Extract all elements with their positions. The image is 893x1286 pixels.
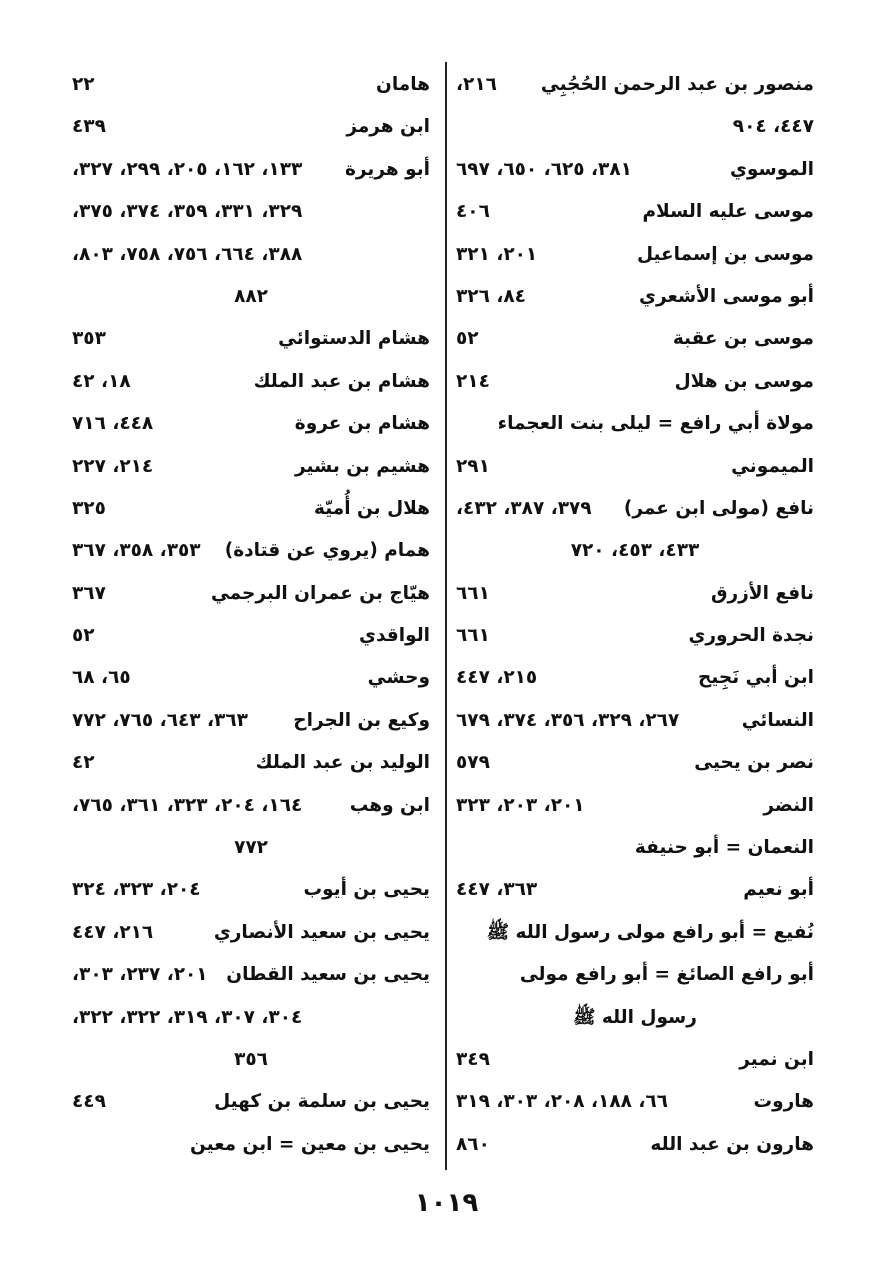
entry-name: منصور بن عبد الرحمن الحُجُبِي	[540, 74, 814, 95]
entry-name: يحيى بن سعيد القطان	[226, 964, 430, 986]
entry-page-refs: ٣٠٤، ٣٠٧، ٣١٩، ٣٢٢، ٣٢٢،	[72, 1006, 303, 1028]
entry-page-refs: ٣٦٣، ٤٤٧	[456, 879, 538, 901]
index-entry	[456, 997, 814, 1039]
entry-name: همام (يروي عن قتادة)	[224, 540, 430, 562]
entry-page-refs: ٣٤٩	[456, 1048, 490, 1070]
index-entry	[456, 954, 814, 996]
entry-name: هامان	[376, 74, 430, 95]
index-entry	[456, 742, 814, 784]
entry-name: مولاة أبي رافع = ليلى بنت العجماء	[497, 413, 814, 435]
entry-page-refs: ٣٥٦	[234, 1048, 268, 1070]
index-entry	[72, 488, 430, 530]
entry-name: هشام بن عبد الملك	[253, 370, 430, 392]
entry-name: نافع (مولى ابن عمر)	[623, 497, 814, 519]
entry-page-refs: ٥٧٩	[456, 752, 490, 774]
entry-name: هشيم بن بشير	[294, 455, 430, 477]
index-entry	[72, 827, 430, 869]
index-entry	[456, 912, 814, 954]
entry-page-refs: ٣٢٩، ٣٣١، ٣٥٩، ٣٧٤، ٣٧٥،	[72, 201, 303, 223]
entry-name: أبو رافع الصائغ = أبو رافع مولى	[519, 964, 814, 986]
entry-name: الواقدي	[359, 625, 430, 647]
index-entry	[72, 191, 430, 233]
index-entry	[456, 785, 814, 827]
index-entry	[456, 827, 814, 869]
entry-page-refs: ٦٦، ١٨٨، ٢٠٨، ٣٠٣، ٣١٩	[456, 1091, 668, 1113]
entry-name: يحيى بن معين = ابن معين	[190, 1133, 430, 1155]
entry-name: ابن نمير	[739, 1048, 814, 1070]
entry-page-refs: ٢٠١، ٢٠٣، ٣٢٣	[456, 794, 585, 816]
index-entry	[72, 912, 430, 954]
index-entry	[456, 869, 814, 911]
entry-name: هلال بن أُميّة	[314, 497, 430, 519]
entry-name: نُفيع = أبو رافع مولى رسول الله ﷺ	[486, 921, 814, 943]
entry-page-refs: ٣٥٣	[72, 328, 106, 350]
index-entry	[456, 318, 814, 360]
index-entry	[72, 530, 430, 572]
page-number: ١٠١٩	[414, 1188, 479, 1218]
entry-page-refs: ٣٦٣، ٦٤٣، ٧٦٥، ٧٧٢	[72, 709, 248, 731]
entry-name: ابن وهب	[349, 794, 430, 816]
entry-page-refs: ٢٠٤، ٣٢٣، ٣٢٤	[72, 879, 201, 901]
entry-name: نصر بن يحيى	[694, 752, 814, 774]
index-entry	[72, 106, 430, 148]
entry-name: موسى بن هلال	[674, 370, 814, 392]
index-entry	[456, 149, 814, 191]
entry-page-refs: ٢٠١، ٣٢١	[456, 243, 538, 265]
index-entry	[456, 446, 814, 488]
entry-name: النسائي	[741, 709, 814, 731]
index-entry	[72, 869, 430, 911]
entry-page-refs: ٤٤٧، ٩٠٤	[732, 116, 814, 138]
entry-name: الميموني	[731, 455, 814, 477]
column-divider	[445, 62, 447, 1170]
index-entry	[72, 318, 430, 360]
entry-page-refs: ٢١٤	[456, 370, 490, 392]
entry-page-refs: ١٦٤، ٢٠٤، ٣٢٣، ٣٦١، ٧٦٥،	[72, 794, 303, 816]
index-entry	[456, 403, 814, 445]
entry-page-refs: ٢٩١	[456, 455, 490, 477]
entry-page-refs: ٢١٥، ٤٤٧	[456, 667, 538, 689]
entry-name: الموسوي	[729, 158, 814, 180]
entry-page-refs: ٦٥، ٦٨	[72, 667, 131, 689]
index-entry	[72, 954, 430, 996]
index-entry	[456, 106, 814, 148]
entry-page-refs: ٣٧٩، ٣٨٧، ٤٣٢،	[456, 497, 592, 519]
index-entry	[72, 149, 430, 191]
entry-name: يحيى بن سلمة بن كهيل	[214, 1091, 430, 1113]
entry-name: نجدة الحروري	[688, 625, 814, 647]
index-column-left	[72, 64, 430, 1166]
index-entry	[456, 573, 814, 615]
entry-page-refs: ٣٦٧	[72, 582, 106, 604]
index-entry	[456, 361, 814, 403]
entry-name: هشام الدستوائي	[278, 328, 430, 350]
index-entry	[456, 1124, 814, 1166]
entry-page-refs: ٢٢	[72, 74, 95, 95]
index-entry	[456, 615, 814, 657]
index-entry	[72, 1081, 430, 1123]
index-entry	[72, 1124, 430, 1166]
index-entry	[72, 446, 430, 488]
entry-page-refs: ٤٤٨، ٧١٦	[72, 413, 154, 435]
entry-page-refs: ١٨، ٤٢	[72, 370, 131, 392]
entry-name: هشام بن عروة	[294, 413, 430, 435]
entry-page-refs: ٤٣٩	[72, 116, 106, 138]
entry-page-refs: ٣٥٣، ٣٥٨، ٣٦٧	[72, 540, 201, 562]
entry-name: ابن هرمز	[346, 116, 430, 138]
entry-name: يحيى بن سعيد الأنصاري	[213, 921, 430, 943]
index-entry	[456, 191, 814, 233]
entry-page-refs: ٦٦١	[456, 625, 490, 647]
index-entry	[72, 361, 430, 403]
index-entry	[456, 234, 814, 276]
entry-name: أبو نعيم	[743, 879, 814, 901]
index-entry	[72, 234, 430, 276]
entry-name: النضر	[763, 794, 814, 816]
entry-page-refs: ٨٨٢	[234, 285, 268, 307]
entry-page-refs: رسول الله ﷺ	[573, 1006, 697, 1028]
entry-name: يحيى بن أيوب	[303, 879, 430, 901]
entry-page-refs: ٥٢	[72, 625, 95, 647]
entry-page-refs: ٦٦١	[456, 582, 490, 604]
index-entry	[456, 64, 814, 106]
entry-name: هيّاج بن عمران البرجمي	[210, 582, 430, 604]
entry-page-refs: ٢٦٧، ٣٢٩، ٣٥٦، ٣٧٤، ٦٧٩	[456, 709, 680, 731]
index-entry	[456, 1039, 814, 1081]
entry-page-refs: ٧٧٢	[234, 837, 268, 859]
index-entry	[456, 530, 814, 572]
entry-page-refs: ٨٦٠	[456, 1133, 490, 1155]
entry-page-refs: ٣٨٨، ٦٦٤، ٧٥٦، ٧٥٨، ٨٠٣،	[72, 243, 303, 265]
index-column-right	[456, 64, 814, 1166]
entry-page-refs: ٥٢	[456, 328, 479, 350]
entry-page-refs: ٢٠١، ٢٣٧، ٣٠٣،	[72, 964, 208, 986]
entry-name: وحشي	[367, 667, 430, 689]
entry-name: أبو موسى الأشعري	[639, 285, 814, 307]
index-entry	[72, 657, 430, 699]
index-entry	[72, 64, 430, 106]
entry-name: موسى بن إسماعيل	[636, 243, 814, 265]
entry-name: الوليد بن عبد الملك	[255, 752, 430, 774]
entry-name: ابن أبي نَجِيح	[698, 667, 814, 689]
index-entry	[72, 1039, 430, 1081]
index-entry	[456, 1081, 814, 1123]
entry-name: هارون بن عبد الله	[650, 1133, 814, 1155]
index-entry	[456, 700, 814, 742]
entry-name: موسى عليه السلام	[642, 201, 814, 223]
index-entry	[456, 657, 814, 699]
entry-name: أبو هريرة	[344, 158, 430, 180]
entry-page-refs: ٤٣٣، ٤٥٣، ٧٢٠	[570, 540, 700, 562]
entry-name: وكيع بن الجراح	[293, 709, 430, 731]
index-entry	[72, 742, 430, 784]
index-entry	[72, 997, 430, 1039]
index-entry	[72, 785, 430, 827]
entry-name: النعمان = أبو حنيفة	[634, 837, 814, 859]
entry-page-refs: ٤٤٩	[72, 1091, 106, 1113]
entry-page-refs: ١٣٣، ١٦٢، ٢٠٥، ٢٩٩، ٣٢٧،	[72, 158, 303, 180]
index-entry	[456, 488, 814, 530]
index-entry	[456, 276, 814, 318]
entry-name: موسى بن عقبة	[672, 328, 814, 350]
entry-page-refs: ٢١٤، ٢٢٧	[72, 455, 154, 477]
entry-name: نافع الأزرق	[710, 582, 814, 604]
entry-page-refs: ٣٢٥	[72, 497, 106, 519]
entry-page-refs: ٨٤، ٣٢٦	[456, 285, 526, 307]
entry-page-refs: ٣٨١، ٦٢٥، ٦٥٠، ٦٩٧	[456, 158, 632, 180]
index-entry	[72, 403, 430, 445]
index-entry	[72, 700, 430, 742]
entry-page-refs: ٢١٦،	[456, 74, 497, 95]
index-entry	[72, 573, 430, 615]
entry-page-refs: ٤٠٦	[456, 201, 490, 223]
index-entry	[72, 615, 430, 657]
index-entry	[72, 276, 430, 318]
entry-page-refs: ٤٢	[72, 752, 95, 774]
entry-page-refs: ٢١٦، ٤٤٧	[72, 921, 154, 943]
entry-name: هاروت	[753, 1091, 814, 1113]
